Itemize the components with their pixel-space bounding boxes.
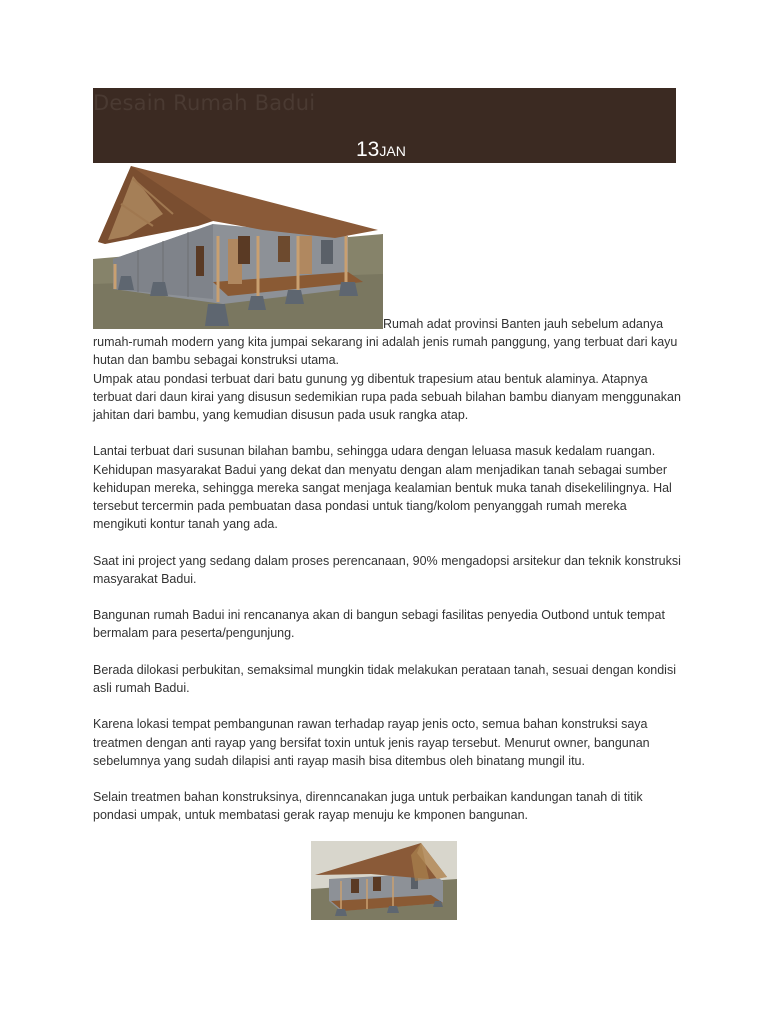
paragraph-1	[93, 315, 683, 370]
paragraph-1-rest: rumah-rumah modern yang kita jumpai sekarang ini adalah jenis rumah panggung, yang terbuat dari kayu hutan dan bambu sebagai konstruksi utama.	[93, 335, 678, 368]
house-illustration[interactable]	[93, 164, 383, 329]
date-badge	[356, 137, 406, 165]
paragraph-4: Saat ini project yang sedang dalam proses perencanaan, 90% mengadopsi arsitekur dan teknik konstruksi masyarakat Badui.	[93, 553, 681, 586]
house-illustration-thumbnail[interactable]	[311, 841, 457, 920]
paragraph-3: Lantai terbuat dari susunan bilahan bambu, sehingga udara dengan leluasa masuk kedalam ruangan. Kehidupan masyarakat Badui yang dekat dan menyatu dengan alam menjadikan tanah sebagai sumber kehidupan mereka, sehingga mereka sangat menjaga kealamian bentuk muka tanah disekelilingnya. Hal tersebut tercermin pada pembuatan dasa pondasi untuk tiang/kolom penyanggah rumah mereka mengikuti kontur tanah yang ada.	[93, 444, 672, 532]
paragraph-7: Karena lokasi tempat pembangunan rawan terhadap rayap jenis octo, semua bahan konstruksi saya treatmen dengan anti rayap yang bersifat toxin untuk jenis rayap tersebut. Menurut owner, bangunan sebelumnya yang sudah dilapisi anti rayap masih bisa ditembus oleh binatang mungil itu.	[93, 717, 650, 768]
date-day: 13	[356, 138, 380, 161]
paragraph-2: Umpak atau pondasi terbuat dari batu gunung yg dibentuk trapesium atau bentuk alaminya. Atapnya terbuat dari daun kirai yang disusun sedemikian rupa pada sebuah bilahan bambu dianyam menggunakan jahitan dari bambu, yang kemudian disusun pada usuk rangka atap.	[93, 371, 681, 423]
paragraph-1-first-line: Rumah adat provinsi Banten jauh sebelum adanya	[383, 317, 664, 331]
date-month: JAN	[379, 143, 406, 159]
paragraph-5: Bangunan rumah Badui ini rencananya akan di bangun sebagi fasilitas penyedia Outbond untuk tempat bermalam para peserta/pengunjung.	[93, 608, 665, 641]
paragraph-8: Selain treatmen bahan konstruksinya, direnncanakan juga untuk perbaikan kandungan tanah di titik pondasi umpak, untuk membatasi gerak rayap menuju ke kmponen bangunan.	[93, 790, 643, 823]
post-title[interactable]: Desain Rumah Badui	[93, 91, 316, 115]
post-content	[93, 315, 683, 843]
paragraph-6: Berada dilokasi perbukitan, semaksimal mungkin tidak melakukan perataan tanah, sesuai dengan kondisi asli rumah Badui.	[93, 662, 676, 695]
